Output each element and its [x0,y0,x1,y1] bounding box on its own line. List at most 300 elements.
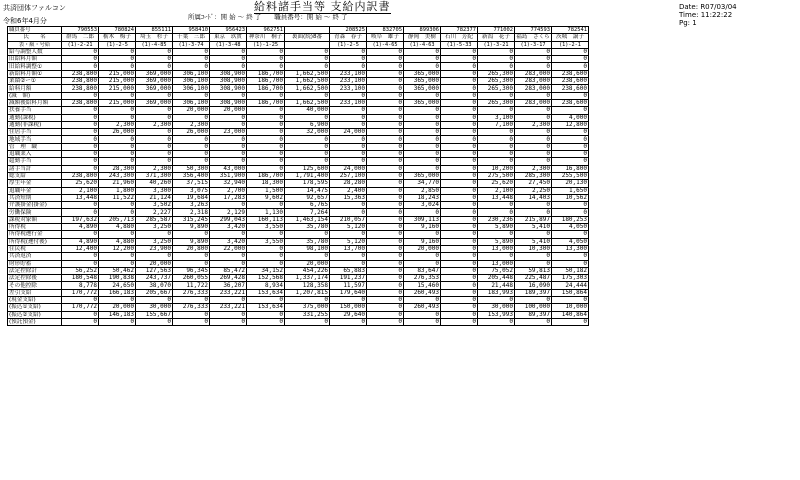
row-label: 総支給 [8,172,62,179]
value-cell: 257,100 [330,172,367,179]
value-cell: 0 [404,260,441,267]
value-cell: 0 [330,260,367,267]
value-cell: 0 [367,114,404,121]
value-cell: 0 [62,318,99,325]
employee-grade-cell: (1)-2-5 [99,41,136,48]
value-cell: 0 [210,92,247,99]
value-cell: 0 [478,296,515,303]
value-cell: 238,600 [552,99,589,106]
value-cell: 306,100 [173,85,210,92]
row-label: 退職年金 [8,187,62,194]
value-cell: 0 [515,56,552,63]
value-cell: 0 [404,48,441,55]
table-row [8,136,589,143]
table-row [8,48,589,55]
value-cell: 155,667 [136,311,173,318]
print-time: Time: 11:22:22 [679,11,733,19]
value-cell: 260,493 [404,304,441,311]
employee-name-cell: 神奈川 桐子 [247,34,285,41]
table-row [8,289,589,296]
value-cell: 233,100 [330,85,367,92]
value-cell: 15,460 [404,282,441,289]
value-cell: 0 [367,275,404,282]
value-cell: 0 [552,231,589,238]
value-cell: 4,880 [99,238,136,245]
value-cell: 0 [285,231,330,238]
value-cell: 0 [173,311,210,318]
value-cell: 238,800 [62,70,99,77]
value-cell: 0 [173,158,210,165]
value-cell: 365,000 [404,85,441,92]
value-cell: 2,100 [478,187,515,194]
value-cell: 0 [367,78,404,85]
value-cell: 8,778 [62,282,99,289]
value-cell: 0 [441,202,478,209]
value-cell: 0 [210,231,247,238]
value-cell: 238,800 [62,85,99,92]
value-cell: 0 [515,114,552,121]
value-cell: 2,100 [62,187,99,194]
value-cell: 175,303 [552,275,589,282]
value-cell: 0 [285,318,330,325]
value-cell: 0 [367,202,404,209]
value-cell: 0 [441,260,478,267]
value-cell: 0 [441,238,478,245]
value-cell: 0 [515,92,552,99]
value-cell: 30,000 [136,304,173,311]
value-cell: 0 [441,56,478,63]
table-row [8,224,589,231]
value-cell: 0 [441,216,478,223]
value-cell: 150,000 [330,304,367,311]
value-cell: 0 [441,107,478,114]
value-cell: 0 [552,296,589,303]
value-cell: 215,000 [99,99,136,106]
value-cell: 0 [478,158,515,165]
value-cell: 11,522 [99,194,136,201]
employee-id-cell: 208525 [330,27,367,34]
employee-id-cell: 774593 [515,27,552,34]
value-cell: 0 [367,158,404,165]
value-cell: 0 [330,114,367,121]
value-cell: 178,595 [285,180,330,187]
value-cell: 0 [441,245,478,252]
value-cell: 0 [99,143,136,150]
value-cell: 0 [478,129,515,136]
value-cell: 0 [330,143,367,150]
value-cell: 0 [441,70,478,77]
value-cell: 0 [441,121,478,128]
value-cell: 21,448 [478,282,515,289]
value-cell: 0 [552,56,589,63]
employee-name-cell: 岐阜 雄子 [367,34,404,41]
value-cell: 260,493 [404,289,441,296]
value-cell: 0 [247,245,285,252]
value-cell: 0 [441,311,478,318]
value-cell: 3,100 [478,114,515,121]
value-cell: 13,300 [552,245,589,252]
employee-id-cell: 962751 [247,27,285,34]
value-cell: 0 [62,136,99,143]
value-cell: 1,130 [247,209,285,216]
period-label: 令和6年4月分 [3,17,47,25]
value-cell: 183,993 [478,289,515,296]
value-cell: 243,300 [99,172,136,179]
value-cell: 2,227 [136,209,173,216]
value-cell: 0 [210,136,247,143]
value-cell: 127,563 [136,267,173,274]
value-cell: 3,420 [210,238,247,245]
value-cell: 0 [441,63,478,70]
value-cell: 0 [404,136,441,143]
value-cell: 75,052 [478,267,515,274]
row-label: 所得税 [8,224,62,231]
value-cell: 0 [247,311,285,318]
value-cell: 306,100 [173,70,210,77]
value-cell: 0 [478,318,515,325]
value-cell: 92,657 [285,194,330,201]
value-cell: 1,662,500 [285,99,330,106]
value-cell: 0 [210,143,247,150]
value-cell: 0 [247,114,285,121]
employee-name-cell: 石川 芳紀 [441,34,478,41]
value-cell: 275,500 [478,172,515,179]
value-cell: 30,000 [478,304,515,311]
value-cell: 0 [367,238,404,245]
value-cell: 0 [515,253,552,260]
value-cell: 180,253 [552,216,589,223]
value-cell: 0 [99,63,136,70]
employee-id-cell [285,27,330,34]
value-cell: 0 [367,296,404,303]
value-cell: 0 [247,318,285,325]
row-label: 氏 名 [8,34,62,41]
value-cell: 2,850 [404,187,441,194]
value-cell: 0 [552,136,589,143]
value-cell: 0 [404,143,441,150]
value-cell: 0 [285,296,330,303]
value-cell: 170,772 [62,304,99,311]
value-cell: 0 [330,107,367,114]
table-row [8,107,589,114]
value-cell: 20,800 [173,245,210,252]
value-cell: 18,243 [404,194,441,201]
row-label: 減額後給料月額 [8,99,62,106]
value-cell: 0 [99,202,136,209]
value-cell: 0 [441,78,478,85]
value-cell: 0 [62,231,99,238]
value-cell: 283,000 [515,85,552,92]
value-cell: 186,700 [247,172,285,179]
value-cell: 40,000 [285,107,330,114]
value-cell: 0 [404,311,441,318]
table-row [8,99,589,106]
value-cell: 306,100 [173,78,210,85]
value-cell: 0 [367,70,404,77]
value-cell: 3,024 [404,202,441,209]
value-cell: 0 [136,296,173,303]
value-cell: 0 [330,209,367,216]
value-cell: 1,800 [99,187,136,194]
print-date: Date: R07/03/04 [679,3,737,11]
employee-name-cell: 千葉 三郎 [173,34,210,41]
value-cell: 225,487 [515,275,552,282]
value-cell: 5,410 [515,224,552,231]
row-label: 旧給料調整① [8,63,62,70]
value-cell: 0 [441,143,478,150]
value-cell: 4,890 [62,224,99,231]
value-cell: 0 [247,165,285,172]
value-cell: 369,000 [136,78,173,85]
value-cell: 35,780 [285,224,330,231]
value-cell: 0 [367,121,404,128]
value-cell: 0 [441,92,478,99]
value-cell: 0 [173,143,210,150]
row-label: 扶養手当 [8,107,62,114]
value-cell: 191,237 [330,275,367,282]
value-cell: 0 [136,318,173,325]
value-cell: 0 [99,151,136,158]
value-cell: 28,300 [99,165,136,172]
value-cell: 0 [404,107,441,114]
value-cell: 3,550 [247,224,285,231]
value-cell: 0 [247,48,285,55]
table-row [8,187,589,194]
value-cell: 2,129 [210,209,247,216]
row-label: 共済返済 [8,253,62,260]
value-cell: 9,160 [404,224,441,231]
value-cell: 276,353 [404,275,441,282]
value-cell: 20,130 [552,180,589,187]
employee-name-cell: 福島 さくら [516,34,550,41]
value-cell: 0 [62,202,99,209]
value-cell: 0 [330,56,367,63]
value-cell: 0 [210,202,247,209]
value-cell: 265,300 [478,99,515,106]
value-cell: 0 [285,63,330,70]
value-cell: 0 [62,311,99,318]
value-cell: 4,880 [99,224,136,231]
value-cell: 0 [367,231,404,238]
value-cell: 0 [441,48,478,55]
value-cell: 50,462 [99,267,136,274]
value-cell: 238,600 [552,78,589,85]
value-cell: 0 [173,48,210,55]
row-label: 通勤(課税) [8,114,62,121]
value-cell: 20,000 [173,107,210,114]
employee-name-cell: 茨城 譲子 [552,34,589,41]
value-cell: 0 [441,289,478,296]
value-cell: 40,260 [136,180,173,187]
value-cell: 0 [515,260,552,267]
value-cell: 0 [62,92,99,99]
table-row [8,172,589,179]
value-cell: 0 [136,136,173,143]
value-cell: 0 [441,253,478,260]
value-cell: 35,780 [285,238,330,245]
value-cell: 186,700 [247,78,285,85]
value-cell: 0 [210,296,247,303]
table-row [8,121,589,128]
value-cell: 238,800 [62,78,99,85]
value-cell: 0 [441,194,478,201]
value-cell: 0 [441,318,478,325]
table-row [8,56,589,63]
value-cell: 0 [99,231,136,238]
value-cell: 6,900 [285,121,330,128]
value-cell: 0 [173,56,210,63]
value-cell: 0 [441,172,478,179]
value-cell: 0 [285,151,330,158]
employee-grade-cell: (1)-3-17 [515,41,552,48]
value-cell: 16,800 [552,165,589,172]
row-label: 退職業入 [8,151,62,158]
value-cell: 0 [136,151,173,158]
value-cell: 10,562 [552,194,589,201]
value-cell: 0 [552,202,589,209]
value-cell: 0 [330,92,367,99]
value-cell: 0 [136,158,173,165]
value-cell: 0 [441,165,478,172]
value-cell: 2,700 [210,187,247,194]
value-cell: 0 [441,180,478,187]
row-label: (振込①支給) [8,304,62,311]
value-cell: 0 [330,151,367,158]
value-cell: 0 [285,136,330,143]
row-label: 介護掛金(掛金) [8,202,62,209]
value-cell: 0 [247,151,285,158]
value-cell: 0 [247,136,285,143]
value-cell: 3,550 [247,238,285,245]
value-cell: 0 [173,63,210,70]
employee-id-cell: 832705 [367,27,404,34]
value-cell: 43,000 [210,165,247,172]
value-cell: 2,400 [330,187,367,194]
value-cell: 0 [173,92,210,99]
page-number: Pg: 1 [679,19,697,27]
value-cell: 0 [62,143,99,150]
grade-row [8,41,589,48]
payroll-table [7,26,589,326]
value-cell: 0 [99,318,136,325]
value-cell: 0 [367,194,404,201]
table-row [8,151,589,158]
value-cell: 20,000 [99,304,136,311]
value-cell: 1,207,815 [285,289,330,296]
value-cell: 265,300 [478,70,515,77]
value-cell: 160,113 [247,216,285,223]
value-cell: 2,318 [173,209,210,216]
row-label: 通勤(非課税) [8,121,62,128]
value-cell: 0 [367,289,404,296]
value-cell: 238,600 [552,85,589,92]
value-cell: 0 [367,224,404,231]
value-cell: 0 [62,158,99,165]
value-cell: 37,515 [173,180,210,187]
employee-grade-cell: (1)-5-33 [441,41,478,48]
value-cell: 0 [404,121,441,128]
value-cell: 3,502 [136,202,173,209]
value-cell: 265,300 [478,85,515,92]
value-cell: 0 [210,114,247,121]
value-cell: 0 [367,63,404,70]
row-label: 法定控除計 [8,267,62,274]
value-cell: 24,000 [330,165,367,172]
value-cell: 0 [552,260,589,267]
table-row [8,209,589,216]
value-cell: 150,864 [552,289,589,296]
value-cell: 0 [136,129,173,136]
value-cell: 3,420 [210,224,247,231]
value-cell: 0 [210,260,247,267]
value-cell: 0 [330,121,367,128]
value-cell: 9,890 [173,224,210,231]
employee-id-cell: 771002 [478,27,515,34]
value-cell: 1,650 [552,187,589,194]
employee-id-cell: 855111 [136,27,173,34]
value-cell: 0 [247,143,285,150]
value-cell: 0 [62,209,99,216]
value-cell: 0 [404,92,441,99]
value-cell: 20,000 [210,107,247,114]
value-cell: 0 [210,318,247,325]
value-cell: 0 [136,92,173,99]
employee-grade-cell: (1)-3-21 [478,41,515,48]
table-row [8,304,589,311]
value-cell: 153,993 [478,311,515,318]
row-label: 表・級・号給 [8,41,62,48]
value-cell: 34,152 [247,267,285,274]
table-row [8,282,589,289]
row-label: (振込②支給) [8,311,62,318]
employee-grade-cell: (1)-2-1 [552,41,589,48]
value-cell: 0 [99,48,136,55]
value-cell: 0 [99,296,136,303]
row-label: 管 理 職 [8,143,62,150]
value-cell: 0 [552,48,589,55]
value-cell: 308,900 [210,85,247,92]
value-cell: 5,410 [515,238,552,245]
value-cell: 0 [478,202,515,209]
value-cell: 0 [136,107,173,114]
row-label: 差引支給 [8,289,62,296]
value-cell: 0 [404,165,441,172]
value-cell: 10,300 [515,245,552,252]
value-cell: 179,640 [330,289,367,296]
value-cell: 140,864 [552,311,589,318]
employee-name-cell: 東京 玖實 [210,34,247,41]
value-cell: 0 [136,56,173,63]
table-row [8,180,589,187]
value-cell: 0 [515,209,552,216]
value-cell: 16,090 [515,282,552,289]
value-cell: 0 [515,231,552,238]
value-cell: 365,000 [404,78,441,85]
value-cell: 1,463,154 [285,216,330,223]
value-cell: 4,050 [552,224,589,231]
value-cell: 0 [367,260,404,267]
employee-id-cell: 790553 [62,27,99,34]
value-cell: 0 [478,151,515,158]
value-cell: 13,448 [478,194,515,201]
row-label: 住民税 [8,245,62,252]
table-row [8,216,589,223]
value-cell: 0 [404,209,441,216]
page-title: 給料諸手当等 支給内訳書 [254,0,391,13]
value-cell: 0 [247,107,285,114]
value-cell: 0 [441,282,478,289]
table-row [8,78,589,85]
